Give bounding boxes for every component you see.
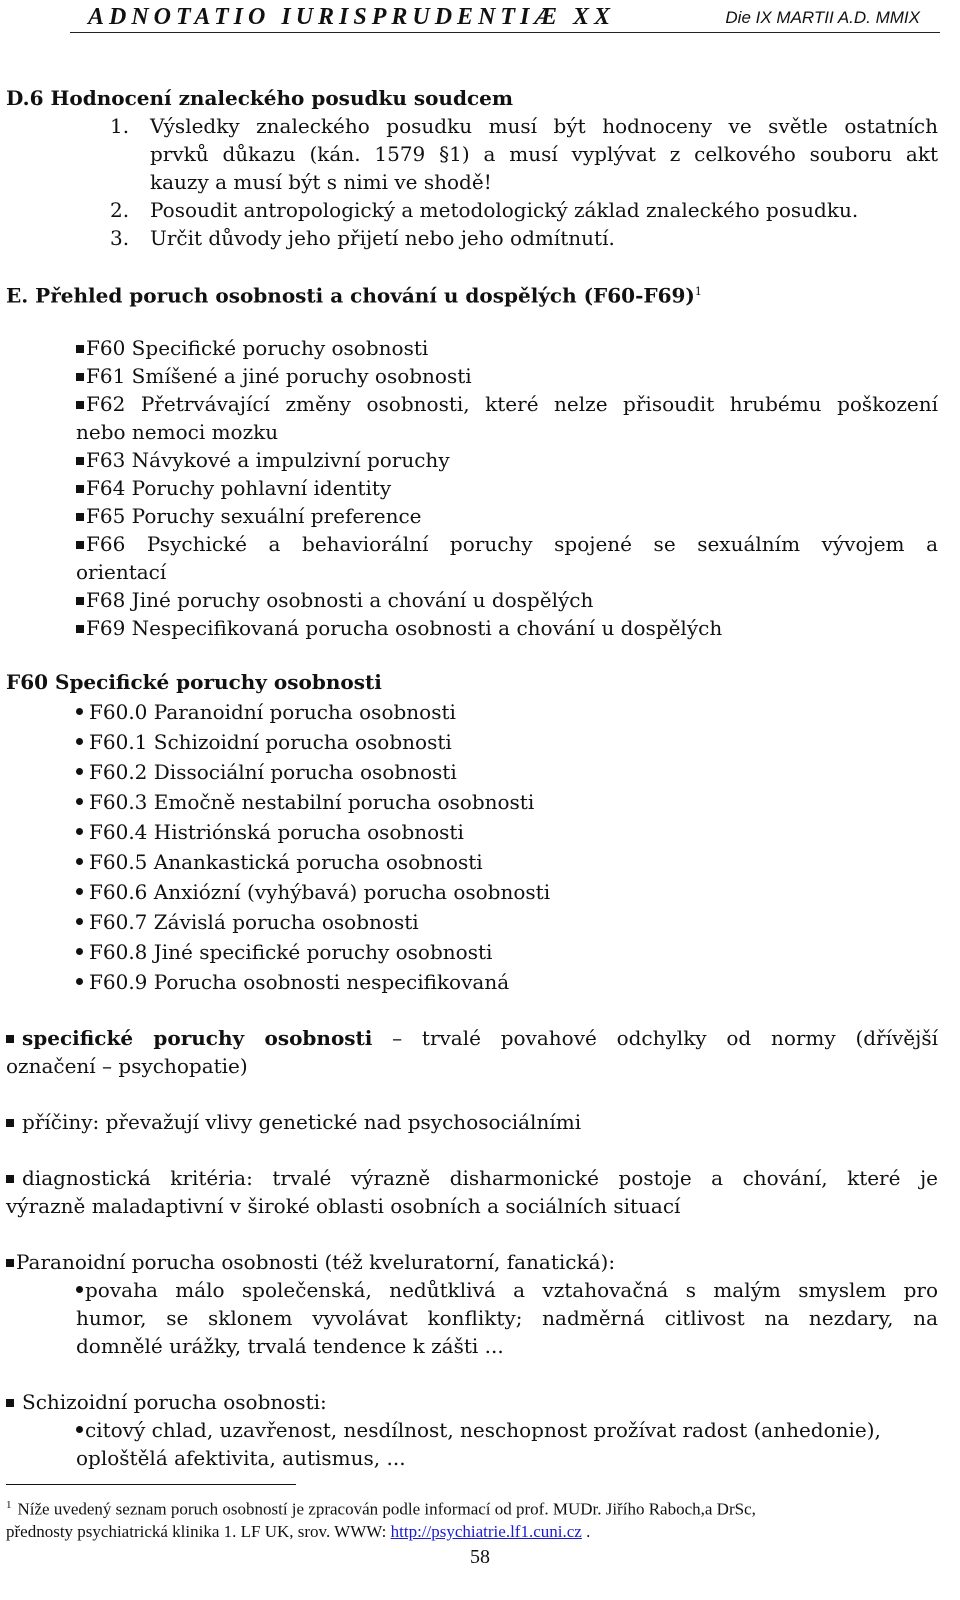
schizoid-description: citový chlad, uzavřenost, nesdílnost, neschopnost prožívat radost (anhedonie), <box>76 1416 881 1444</box>
list-item-text: Posoudit antropologický a metodologický základ znaleckého posudku. <box>150 198 859 222</box>
schizoid-title: Schizoidní porucha osobnosti: <box>6 1388 327 1416</box>
square-bullet-icon <box>76 485 84 493</box>
list-item: F69 Nespecifikovaná porucha osobnosti a chování u dospělých <box>76 614 722 642</box>
bullet-icon <box>76 738 83 745</box>
list-item-text: prvků důkazu (kán. 1579 §1) a musí vyplývat z celkového souboru akt <box>150 142 938 166</box>
square-bullet-icon <box>76 401 84 409</box>
paranoid-description-continued: domnělé urážky, trvalá tendence k zášti ... <box>76 1334 504 1358</box>
running-header <box>70 2 940 33</box>
note-criteria-continued: výrazně maladaptivní v široké oblasti osobních a sociálních situací <box>6 1194 681 1218</box>
bullet-icon <box>76 828 83 835</box>
square-bullet-icon <box>6 1035 14 1043</box>
square-bullet-icon <box>76 457 84 465</box>
square-bullet-icon <box>76 345 84 353</box>
bullet-icon <box>76 978 83 985</box>
list-item: F60.0 Paranoidní porucha osobnosti <box>76 698 456 726</box>
list-item: F60.1 Schizoidní porucha osobnosti <box>76 728 452 756</box>
list-item-text: Určit důvody jeho přijetí nebo jeho odmítnutí. <box>150 226 615 250</box>
list-item-num: 1. <box>110 114 130 138</box>
list-item: F64 Poruchy pohlavní identity <box>76 474 391 502</box>
square-bullet-icon <box>76 597 84 605</box>
schizoid-description-continued: oploštělá afektivita, autismus, ... <box>76 1446 406 1470</box>
list-item: F60.6 Anxiózní (vyhýbavá) porucha osobnosti <box>76 878 550 906</box>
footnote: $^1$ Níže uvedený seznam poruch osobností je zpracován podle informací od prof. MUDr. Jiřího Raboch,a DrSc, přednosty psychiatrická klinika 1. LF UK, srov. WWW: http://psychiatrie.lf1.cuni.cz . <box>6 1499 756 1541</box>
note-criteria: diagnostická kritéria: trvalé výrazně disharmonické postoje a chování, které je <box>6 1164 938 1192</box>
list-item-text: Výsledky znaleckého posudku musí být hodnoceny ve světle ostatních <box>150 114 938 138</box>
paranoid-title: Paranoidní porucha osobnosti (též kveluratorní, fanatická): <box>6 1248 615 1276</box>
section-heading-e <box>6 278 702 310</box>
note-causes: příčiny: převažují vlivy genetické nad psychosociálními <box>6 1108 581 1136</box>
bullet-icon <box>76 858 83 865</box>
paranoid-description: povaha málo společenská, nedůtklivá a vztahovačná s malým smyslem pro <box>76 1276 938 1304</box>
list-item: F60.8 Jiné specifické poruchy osobnosti <box>76 938 492 966</box>
section-heading-d6: D.6 Hodnocení znaleckého posudku soudcem <box>6 86 514 110</box>
psychiatry-link[interactable]: http://psychiatrie.lf1.cuni.cz <box>390 1521 582 1541</box>
footnote-ref: 1 <box>694 285 702 298</box>
square-bullet-icon <box>76 373 84 381</box>
list-item-num: 3. <box>110 226 130 250</box>
list-item: F60.7 Závislá porucha osobnosti <box>76 908 419 936</box>
list-item: F60.3 Emočně nestabilní porucha osobnosti <box>76 788 534 816</box>
note-specific: specifické poruchy osobnosti – trvalé povahové odchylky od normy (dřívější <box>6 1024 938 1052</box>
footnote-divider <box>6 1484 296 1485</box>
section-heading-f60: F60 Specifické poruchy osobnosti <box>6 670 382 694</box>
square-bullet-icon <box>76 541 84 549</box>
list-item: F60 Specifické poruchy osobnosti <box>76 334 428 362</box>
bullet-icon <box>76 1286 83 1293</box>
square-bullet-icon <box>76 625 84 633</box>
square-bullet-icon <box>6 1399 14 1407</box>
bullet-icon <box>76 798 83 805</box>
list-item: F60.4 Histriónská porucha osobnosti <box>76 818 464 846</box>
list-item: F66 Psychické a behaviorální poruchy spojené se sexuálním vývojem a <box>76 530 938 558</box>
list-item-text: kauzy a musí být s nimi ve shodě! <box>150 170 492 194</box>
bullet-icon <box>76 768 83 775</box>
bullet-icon <box>76 1426 83 1433</box>
bullet-icon <box>76 888 83 895</box>
footnote-text: Níže uvedený seznam poruch osobností je zpracován podle informací od prof. MUDr. Jiřího Raboch,a DrSc, <box>17 1499 756 1519</box>
section-heading-e-text: E. Přehled poruch osobnosti a chování u dospělých (F60-F69) <box>6 283 695 308</box>
note-term: specifické poruchy osobnosti <box>22 1026 373 1050</box>
list-item: F68 Jiné poruchy osobnosti a chování u dospělých <box>76 586 593 614</box>
square-bullet-icon <box>6 1259 14 1267</box>
footnote-number: 1 <box>6 1499 12 1511</box>
square-bullet-icon <box>6 1119 14 1127</box>
list-item: F60.5 Anankastická porucha osobnosti <box>76 848 483 876</box>
list-item-continued: nebo nemoci mozku <box>76 420 279 444</box>
list-item-continued: orientací <box>76 560 167 584</box>
header-date: Die IX MARTII A.D. MMIX <box>725 8 920 27</box>
list-item: F61 Smíšené a jiné poruchy osobnosti <box>76 362 472 390</box>
bullet-icon <box>76 948 83 955</box>
list-item: F60.9 Porucha osobnosti nespecifikovaná <box>76 968 509 996</box>
journal-title: ADNOTATIO IURISPRUDENTIÆ XX <box>88 4 616 30</box>
list-item: F60.2 Dissociální porucha osobnosti <box>76 758 457 786</box>
bullet-icon <box>76 708 83 715</box>
bullet-icon <box>76 918 83 925</box>
list-item: F62 Přetrvávající změny osobnosti, které nelze přisoudit hrubému poškození <box>76 390 938 418</box>
square-bullet-icon <box>76 513 84 521</box>
page-number: 58 <box>470 1546 490 1568</box>
paranoid-description-continued: humor, se sklonem vyvolávat konflikty; nadměrná citlivost na nezdary, na <box>76 1306 938 1330</box>
list-item-num: 2. <box>110 198 130 222</box>
note-specific-continued: označení – psychopatie) <box>6 1054 248 1078</box>
list-item: F63 Návykové a impulzivní poruchy <box>76 446 450 474</box>
list-item: F65 Poruchy sexuální preference <box>76 502 422 530</box>
square-bullet-icon <box>6 1175 14 1183</box>
